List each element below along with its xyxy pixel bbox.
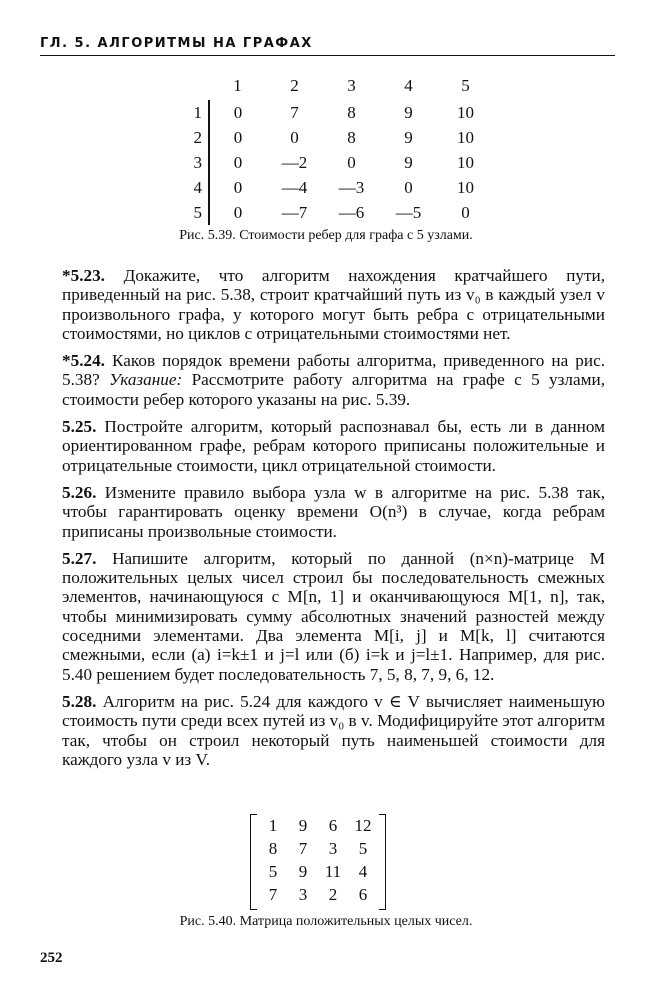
col-header: 1 — [233, 76, 242, 95]
table-cell: —2 — [281, 152, 308, 172]
figure-caption-539: Рис. 5.39. Стоимости ребер для графа с 5 узлами. — [179, 228, 473, 243]
col-header: 4 — [404, 76, 413, 95]
matrix-cell: 2 — [328, 884, 338, 904]
exercise-body: Рассмотрите работу алгоритма на графе с 5 узлами, стоимости ребер которого указаны на рис. 5.39. — [62, 370, 606, 409]
table-cell: 10 — [457, 102, 474, 122]
col-header: 5 — [461, 76, 470, 95]
exercise-body: Постройте алгоритм, который распознавал бы, есть ли в данном ориентированном графе, ребрам которого приписаны положительные и отрицательные стоимости, цикл отрицательной стоимости. — [62, 417, 605, 475]
table-cell: 0 — [290, 127, 299, 147]
matrix-cell: 7 — [298, 838, 308, 858]
matrix-cell: 5 — [358, 838, 368, 858]
table-row — [180, 175, 494, 200]
table-cell: 8 — [347, 102, 356, 122]
col-header: 2 — [290, 76, 299, 95]
table-cell: 0 — [404, 177, 413, 197]
running-head: ГЛ. 5. АЛГОРИТМЫ НА ГРАФАХ — [40, 36, 615, 56]
table-cell: 0 — [233, 177, 243, 197]
matrix-cell: 9 — [298, 815, 308, 835]
table-cell: 0 — [233, 152, 243, 172]
table-cell: —7 — [281, 202, 308, 222]
exercise-5-28 — [62, 692, 605, 769]
matrix-left-bracket — [250, 814, 257, 910]
table-row — [180, 125, 494, 150]
matrix-cell: 3 — [328, 838, 338, 858]
table-cell: 10 — [457, 177, 474, 197]
exercise-5-24 — [62, 351, 605, 409]
table-cell: 0 — [233, 127, 243, 147]
figure-caption-540: Рис. 5.40. Матрица положительных целых чисел. — [179, 914, 473, 929]
row-header: 5 — [180, 200, 209, 225]
table-cell: 10 — [457, 152, 474, 172]
matrix-cell: 9 — [298, 861, 308, 881]
matrix-cell: 11 — [324, 861, 342, 881]
table-cell: 0 — [233, 102, 243, 122]
exercise-number: 5.28. — [62, 691, 97, 711]
table-row — [180, 150, 494, 175]
table-row — [180, 100, 494, 125]
exercise-number: *5.23. — [62, 266, 105, 285]
table-cell: 0 — [233, 202, 243, 222]
matrix-cell: 4 — [358, 861, 368, 881]
matrix-cell: 1 — [268, 815, 278, 835]
table-cell: 9 — [404, 152, 413, 172]
exercise-number: *5.24. — [62, 351, 105, 371]
exercise-5-25 — [62, 417, 605, 475]
table-cell: —6 — [338, 202, 365, 222]
matrix-cell: 6 — [328, 815, 338, 835]
table-cell: 9 — [404, 127, 413, 147]
row-header: 2 — [180, 125, 209, 150]
exercise-5-23 — [62, 266, 605, 343]
matrix-row — [258, 883, 378, 906]
matrix-cell: 8 — [268, 838, 278, 858]
hint-label: Указание: — [109, 370, 183, 390]
exercise-body: Измените правило выбора узла w в алгоритме на рис. 5.38 так, чтобы гарантировать оценку времени O(n³) в случае, когда ребрам приписаны произвольные стоимости. — [62, 482, 606, 541]
table-cell: 9 — [404, 102, 413, 122]
exercise-body: Напишите алгоритм, который по данной (n×n)-матрице M положительных целых чисел строил бы последовательность смежных элементов, начинающуюся с M[n, 1] и оканчивающуюся M[1, n], так, чтобы минимизировать сумму абсолютных значений разностей между соседними элементами. Два элемента M[i, j] и M[k, l] считаются смежными, если (а) i=k±1 и j=l или (б) i=k и j=l±1. Например, для рис. 5.40 решением будет последовательность 7, 5, 8, 7, 9, 6, 12. — [62, 548, 605, 684]
matrix-540 — [258, 814, 378, 906]
table-cell: —3 — [338, 177, 365, 197]
exercise-5-26 — [62, 483, 605, 541]
exercise-body: Алгоритм на рис. 5.24 для каждого v ∈ V вычисляет наименьшую стоимость пути среди всех путей из v₀ в v. Модифицируйте этот алгоритм так, чтобы он строил некоторый путь наименьшей стоимости для каждого узла v из V. — [62, 691, 606, 769]
col-header: 3 — [347, 76, 356, 95]
table-corner — [180, 72, 209, 100]
matrix-cell: 12 — [354, 815, 372, 835]
matrix-row — [258, 814, 378, 837]
table-cell: 0 — [347, 152, 356, 172]
exercise-body: Каков порядок времени работы алгоритма, приведенного на рис. 5.38? — [62, 351, 605, 390]
matrix-cell: 5 — [268, 861, 278, 881]
matrix-row — [258, 837, 378, 860]
exercise-number: 5.26. — [62, 482, 97, 502]
exercise-number: 5.27. — [62, 548, 97, 568]
table-cell: 8 — [347, 127, 356, 147]
matrix-cell: 6 — [358, 884, 368, 904]
table-cell: —4 — [281, 177, 308, 197]
row-header: 4 — [180, 175, 209, 200]
exercise-body: Докажите, что алгоритм нахождения кратчайшего пути, приведенный на рис. 5.38, строит кратчайший путь из v₀ в каждый узел v произвольного графа, у которого могут быть ребра с отрицательными стоимостями, но циклов с отрицательными стоимостями нет. — [62, 266, 605, 343]
exercise-text — [62, 266, 605, 777]
table-row — [180, 200, 494, 225]
table-cell: 7 — [290, 102, 299, 122]
page-number: 252 — [40, 950, 63, 966]
exercise-number: 5.25. — [62, 417, 97, 437]
matrix-cell: 7 — [268, 884, 278, 904]
row-header: 3 — [180, 150, 209, 175]
matrix-right-bracket — [379, 814, 386, 910]
matrix-row — [258, 860, 378, 883]
table-cell: 10 — [457, 127, 474, 147]
table-cell: 0 — [461, 202, 470, 222]
matrix-cell: 3 — [298, 884, 308, 904]
cost-table — [180, 72, 494, 225]
row-header: 1 — [180, 100, 209, 125]
table-cell: —5 — [395, 202, 422, 222]
exercise-5-27 — [62, 549, 605, 684]
